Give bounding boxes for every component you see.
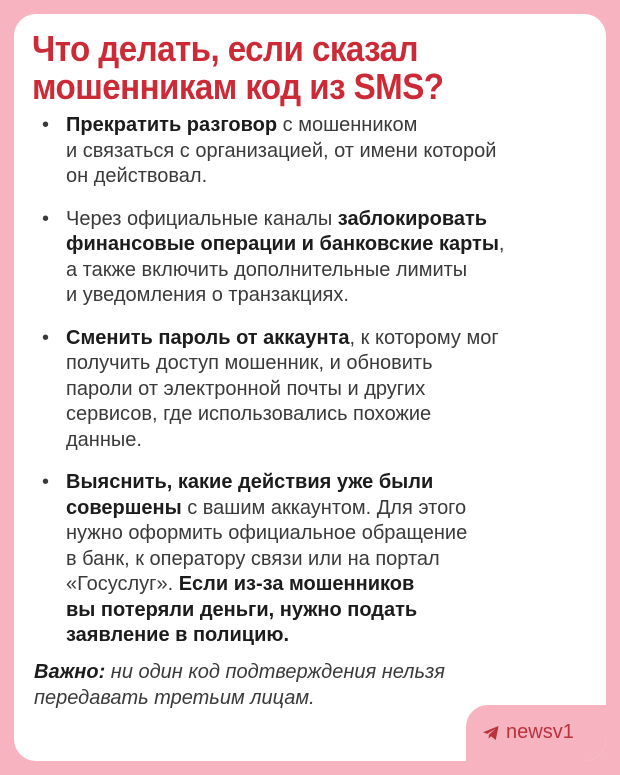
bold-text: совершены	[66, 496, 182, 519]
list-item	[40, 326, 580, 454]
bullet-marker: •	[42, 207, 50, 230]
text: ни один код подтверждения нельзя	[105, 661, 445, 683]
text: ,	[498, 233, 505, 255]
advice-list	[40, 113, 580, 666]
list-item	[40, 470, 580, 649]
text: передавать третьим лицам.	[34, 686, 315, 709]
bold-text: Прекратить разговор	[66, 114, 278, 136]
important-note	[34, 660, 534, 711]
page-title: Что делать, если сказал мошенникам код из SMS?	[32, 28, 444, 107]
list-item-text	[66, 208, 504, 307]
bold-text: Важно:	[34, 661, 106, 683]
brand-name[interactable]: newsv1	[506, 721, 574, 743]
bullet-marker: •	[42, 114, 50, 136]
text: а также включить дополнительные лимиты	[66, 258, 468, 281]
list-item	[40, 113, 580, 190]
text: получить доступ мошенник, и обновить	[66, 352, 433, 374]
bold-text: Выяснить, какие действия уже были	[66, 471, 434, 493]
text: и связаться с организацией, от имени которой	[66, 139, 497, 162]
text: пароли от электронной почты и других	[66, 377, 426, 400]
bold-text: финансовые операции и банковские карты	[66, 233, 499, 255]
brand-badge-content[interactable]	[482, 721, 574, 744]
bullet-marker: •	[42, 471, 50, 493]
bold-text: Сменить пароль от аккаунта	[66, 326, 350, 349]
list-item-text	[66, 327, 499, 451]
info-card	[14, 14, 606, 761]
telegram-icon	[482, 725, 500, 741]
text: нужно оформить официальное обращение	[66, 522, 468, 544]
text: «Госуслуг».	[66, 573, 179, 595]
list-item-text	[66, 114, 496, 187]
bullet-marker: •	[42, 326, 50, 349]
bold-text: заявление в полицию.	[66, 624, 289, 646]
brand-badge[interactable]	[466, 705, 606, 761]
bold-text: Если из-за мошенников	[178, 573, 415, 595]
bold-text: заблокировать	[337, 207, 488, 230]
list-item-text	[66, 471, 467, 646]
text: он действовал.	[66, 165, 208, 187]
text: Через официальные каналы	[66, 207, 338, 230]
text: с мошенником	[277, 114, 418, 136]
text: данные.	[66, 428, 142, 451]
text: с вашим аккаунтом. Для этого	[181, 496, 467, 519]
list-item	[40, 207, 580, 309]
text: в банк, к оператору связи или на портал	[66, 547, 440, 570]
text: сервисов, где использовались похожие	[66, 403, 432, 425]
bold-text: вы потеряли деньги, нужно подать	[66, 598, 418, 621]
text: и уведомления о транзакциях.	[66, 284, 349, 306]
text: , к которому мог	[349, 326, 499, 349]
